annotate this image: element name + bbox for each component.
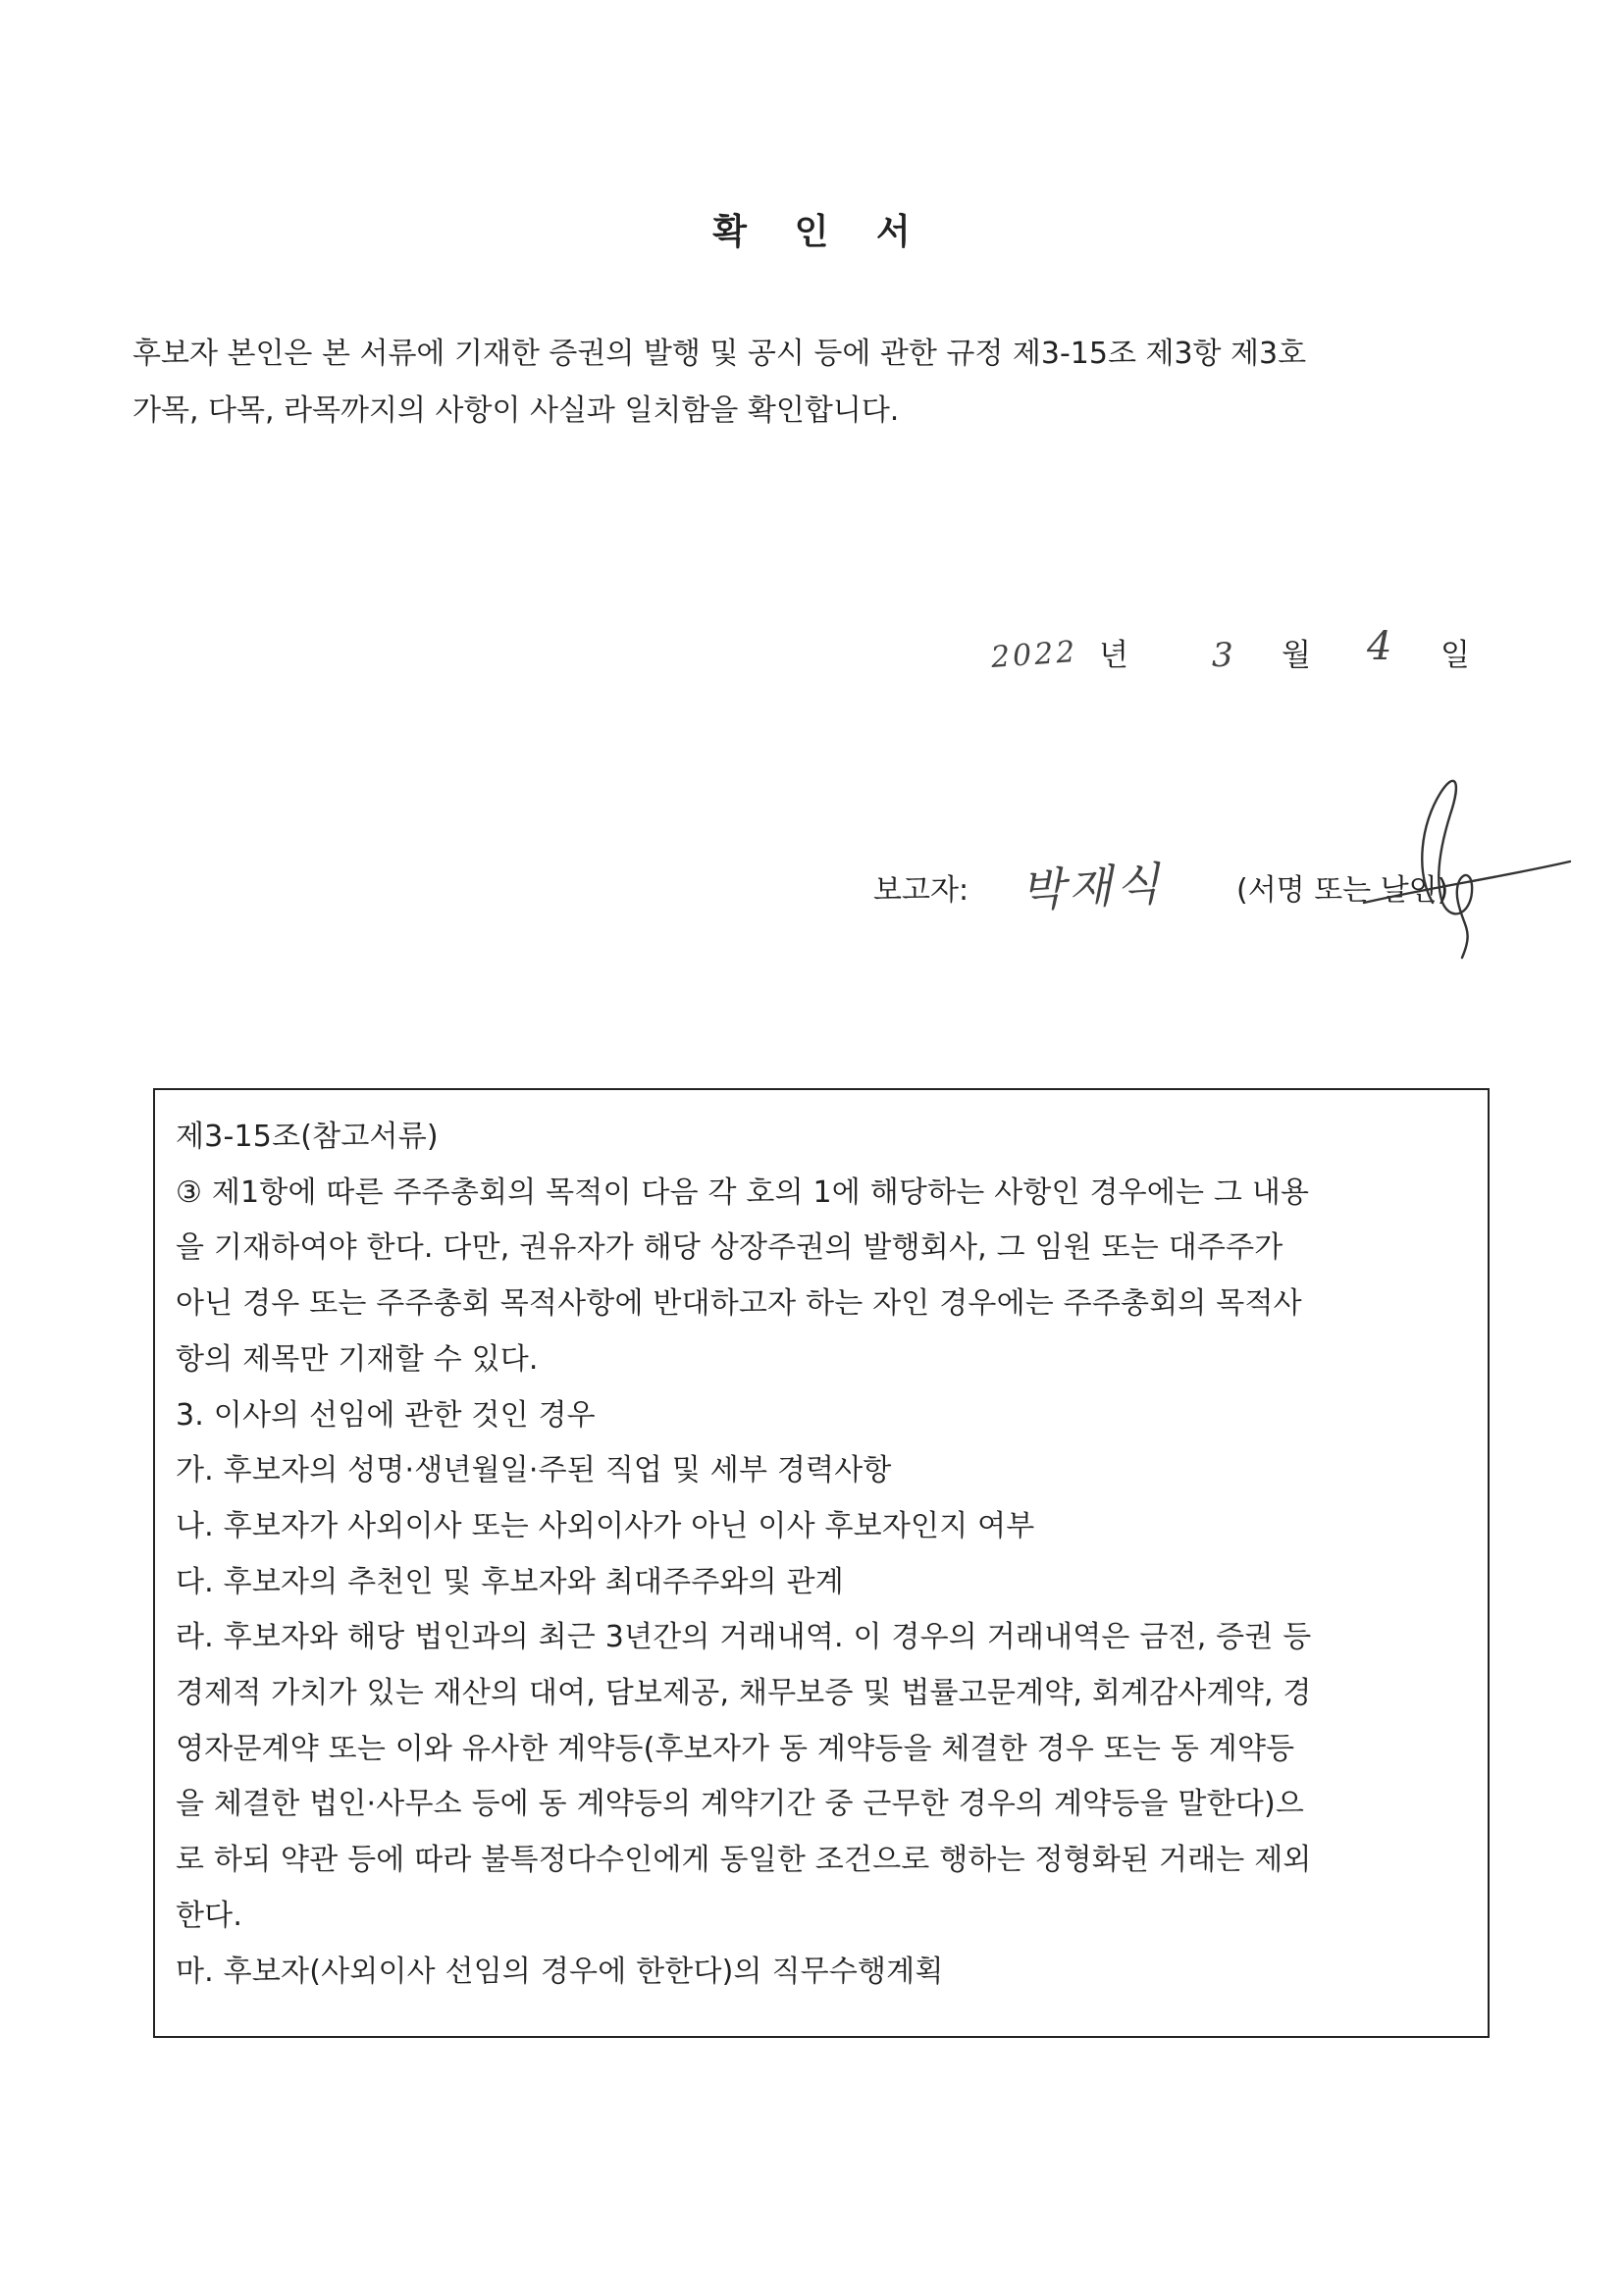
reference-line: 라. 후보자와 해당 법인과의 최근 3년간의 거래내역. 이 경우의 거래내역은 금전, 증권 등 — [176, 1620, 1312, 1655]
date-day-handwritten: 4 — [1367, 624, 1392, 669]
reference-line: 가. 후보자의 성명·생년월일·주된 직업 및 세부 경력사항 — [176, 1453, 892, 1488]
statement-line: 후보자 본인은 본 서류에 기재한 증권의 발행 및 공시 등에 관한 규정 제3-15조 제3항 제3호 — [132, 337, 1307, 371]
date-day-label: 일 — [1440, 638, 1470, 673]
reference-line: 항의 제목만 기재할 수 있다. — [176, 1341, 539, 1377]
reference-line: 3. 이사의 선임에 관한 것인 경우 — [176, 1397, 596, 1433]
date-year-label: 년 — [1099, 638, 1128, 673]
sign-or-seal-note: (서명 또는 날인) — [1236, 873, 1449, 908]
reference-box — [153, 1088, 1490, 2038]
reference-line: 나. 후보자가 사외이사 또는 사외이사가 아닌 이사 후보자인지 여부 — [176, 1508, 1035, 1543]
reporter-label: 보고자: — [873, 873, 969, 908]
reporter-row — [0, 854, 1623, 942]
reference-line: 경제적 가치가 있는 재산의 대여, 담보제공, 채무보증 및 법률고문계약, 회계감사계약, 경 — [176, 1676, 1312, 1711]
reporter-name-handwritten: 박재식 — [1019, 857, 1165, 917]
reference-line: 영자문계약 또는 이와 유사한 계약등(후보자가 동 계약등을 체결한 경우 또는 동 계약등 — [176, 1731, 1295, 1766]
signature-icon — [1325, 756, 1580, 981]
reference-line: ③ 제1항에 따른 주주총회의 목적이 다음 각 호의 1에 해당하는 사항인 경우에는 그 내용 — [176, 1174, 1310, 1210]
reference-line: 아닌 경우 또는 주주총회 목적사항에 반대하고자 하는 자인 경우에는 주주총회의 목적사 — [176, 1286, 1302, 1322]
reference-line: 제3-15조(참고서류) — [176, 1120, 439, 1154]
page-title: 확 인 서 — [712, 212, 928, 252]
reference-line: 을 체결한 법인·사무소 등에 동 계약등의 계약기간 중 근무한 경우의 계약등을 말한다)으 — [176, 1787, 1305, 1822]
date-row — [0, 620, 1623, 689]
statement-line: 가목, 다목, 라목까지의 사항이 사실과 일치함을 확인합니다. — [132, 393, 900, 428]
date-month-label: 월 — [1282, 638, 1311, 673]
reference-line: 한다. — [176, 1898, 243, 1933]
reference-line: 다. 후보자의 추천인 및 후보자와 최대주주와의 관계 — [176, 1564, 844, 1599]
reference-line: 을 기재하여야 한다. 다만, 권유자가 해당 상장주권의 발행회사, 그 임원 또는 대주주가 — [176, 1230, 1283, 1266]
date-year-handwritten: 2022 — [989, 634, 1079, 676]
reference-line: 로 하되 약관 등에 따라 불특정다수인에게 동일한 조건으로 행하는 정형화된 거래는 제외 — [176, 1843, 1312, 1878]
date-month-handwritten: 3 — [1212, 636, 1233, 675]
confirmation-statement — [132, 326, 1496, 440]
reference-line: 마. 후보자(사외이사 선임의 경우에 한한다)의 직무수행계획 — [176, 1954, 944, 1989]
